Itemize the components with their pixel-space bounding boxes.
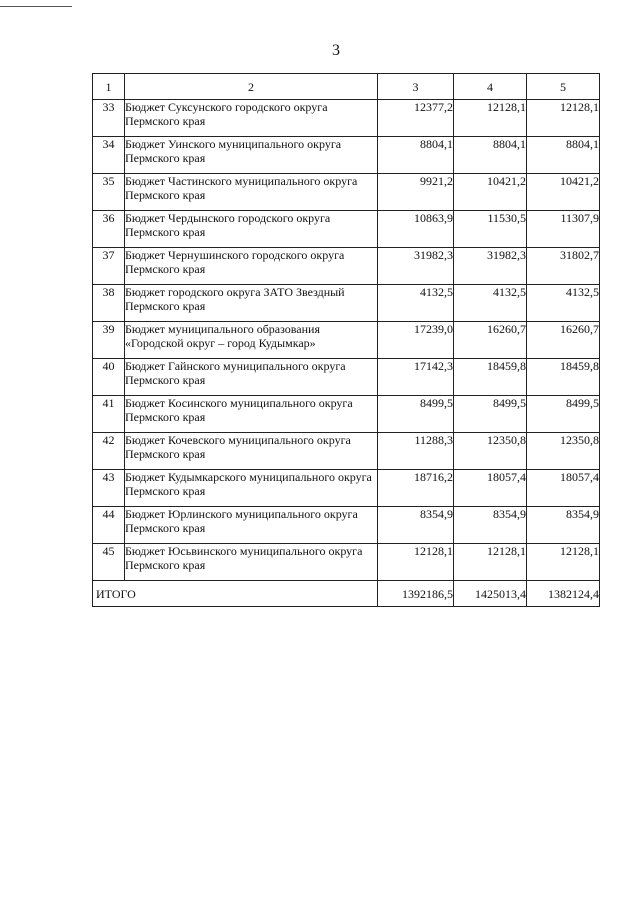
value-col-4: 11530,5 <box>454 211 527 248</box>
value-col-3: 18716,2 <box>378 470 454 507</box>
value-col-4: 31982,3 <box>454 248 527 285</box>
value-col-5: 11307,9 <box>527 211 600 248</box>
value-col-4: 18459,8 <box>454 359 527 396</box>
row-number: 38 <box>93 285 125 322</box>
column-header: 4 <box>454 74 527 100</box>
table-row <box>93 285 600 322</box>
budget-name: Бюджет Косинского муниципального округа Пермского края <box>125 396 378 433</box>
value-col-3: 31982,3 <box>378 248 454 285</box>
budget-name: Бюджет Кочевского муниципального округа Пермского края <box>125 433 378 470</box>
row-number: 39 <box>93 322 125 359</box>
table-row <box>93 544 600 581</box>
value-col-3: 12377,2 <box>378 100 454 137</box>
column-header: 3 <box>378 74 454 100</box>
value-col-4: 12128,1 <box>454 544 527 581</box>
row-number: 40 <box>93 359 125 396</box>
value-col-3: 4132,5 <box>378 285 454 322</box>
row-number: 43 <box>93 470 125 507</box>
table-row <box>93 359 600 396</box>
corner-mark <box>0 0 72 7</box>
value-col-5: 8354,9 <box>527 507 600 544</box>
value-col-4: 8804,1 <box>454 137 527 174</box>
value-col-4: 18057,4 <box>454 470 527 507</box>
row-number: 45 <box>93 544 125 581</box>
table-row <box>93 396 600 433</box>
value-col-3: 12128,1 <box>378 544 454 581</box>
value-col-5: 18459,8 <box>527 359 600 396</box>
value-col-5: 12350,8 <box>527 433 600 470</box>
value-col-4: 8499,5 <box>454 396 527 433</box>
table-row <box>93 174 600 211</box>
value-col-5: 31802,7 <box>527 248 600 285</box>
budget-name: Бюджет Частинского муниципального округа Пермского края <box>125 174 378 211</box>
table-row <box>93 507 600 544</box>
page-number: 3 <box>332 42 340 59</box>
row-number: 44 <box>93 507 125 544</box>
table-row <box>93 211 600 248</box>
value-col-5: 12128,1 <box>527 100 600 137</box>
value-col-3: 9921,2 <box>378 174 454 211</box>
total-col-5: 1382124,4 <box>527 581 600 607</box>
row-number: 37 <box>93 248 125 285</box>
value-col-4: 8354,9 <box>454 507 527 544</box>
budget-name: Бюджет Суксунского городского округа Пермского края <box>125 100 378 137</box>
table-row <box>93 137 600 174</box>
value-col-4: 16260,7 <box>454 322 527 359</box>
table-row <box>93 322 600 359</box>
row-number: 36 <box>93 211 125 248</box>
budget-name: Бюджет Чердынского городского округа Пермского края <box>125 211 378 248</box>
value-col-4: 12350,8 <box>454 433 527 470</box>
total-col-3: 1392186,5 <box>378 581 454 607</box>
table-row <box>93 100 600 137</box>
value-col-3: 17239,0 <box>378 322 454 359</box>
table-header-row <box>93 74 600 100</box>
table-row <box>93 433 600 470</box>
budget-name: Бюджет Уинского муниципального округа Пермского края <box>125 137 378 174</box>
value-col-5: 8804,1 <box>527 137 600 174</box>
table-row <box>93 470 600 507</box>
value-col-4: 10421,2 <box>454 174 527 211</box>
budget-name: Бюджет городского округа ЗАТО Звездный Пермского края <box>125 285 378 322</box>
value-col-4: 4132,5 <box>454 285 527 322</box>
value-col-5: 18057,4 <box>527 470 600 507</box>
budget-table <box>92 73 600 607</box>
value-col-5: 4132,5 <box>527 285 600 322</box>
value-col-3: 8499,5 <box>378 396 454 433</box>
total-col-4: 1425013,4 <box>454 581 527 607</box>
total-label: ИТОГО <box>93 581 378 607</box>
row-number: 33 <box>93 100 125 137</box>
value-col-5: 10421,2 <box>527 174 600 211</box>
row-number: 41 <box>93 396 125 433</box>
budget-name: Бюджет Чернушинского городского округа Пермского края <box>125 248 378 285</box>
value-col-3: 17142,3 <box>378 359 454 396</box>
budget-name: Бюджет муниципального образования «Городской округ – город Кудымкар» <box>125 322 378 359</box>
budget-name: Бюджет Гайнского муниципального округа Пермского края <box>125 359 378 396</box>
row-number: 34 <box>93 137 125 174</box>
value-col-5: 12128,1 <box>527 544 600 581</box>
value-col-5: 8499,5 <box>527 396 600 433</box>
row-number: 42 <box>93 433 125 470</box>
row-number: 35 <box>93 174 125 211</box>
budget-name: Бюджет Юсьвинского муниципального округа Пермского края <box>125 544 378 581</box>
total-row <box>93 581 600 607</box>
value-col-3: 11288,3 <box>378 433 454 470</box>
value-col-3: 8804,1 <box>378 137 454 174</box>
column-header: 2 <box>125 74 378 100</box>
budget-name: Бюджет Кудымкарского муниципального округа Пермского края <box>125 470 378 507</box>
value-col-3: 10863,9 <box>378 211 454 248</box>
value-col-5: 16260,7 <box>527 322 600 359</box>
column-header: 5 <box>527 74 600 100</box>
value-col-3: 8354,9 <box>378 507 454 544</box>
value-col-4: 12128,1 <box>454 100 527 137</box>
column-header: 1 <box>93 74 125 100</box>
table-row <box>93 248 600 285</box>
budget-name: Бюджет Юрлинского муниципального округа Пермского края <box>125 507 378 544</box>
